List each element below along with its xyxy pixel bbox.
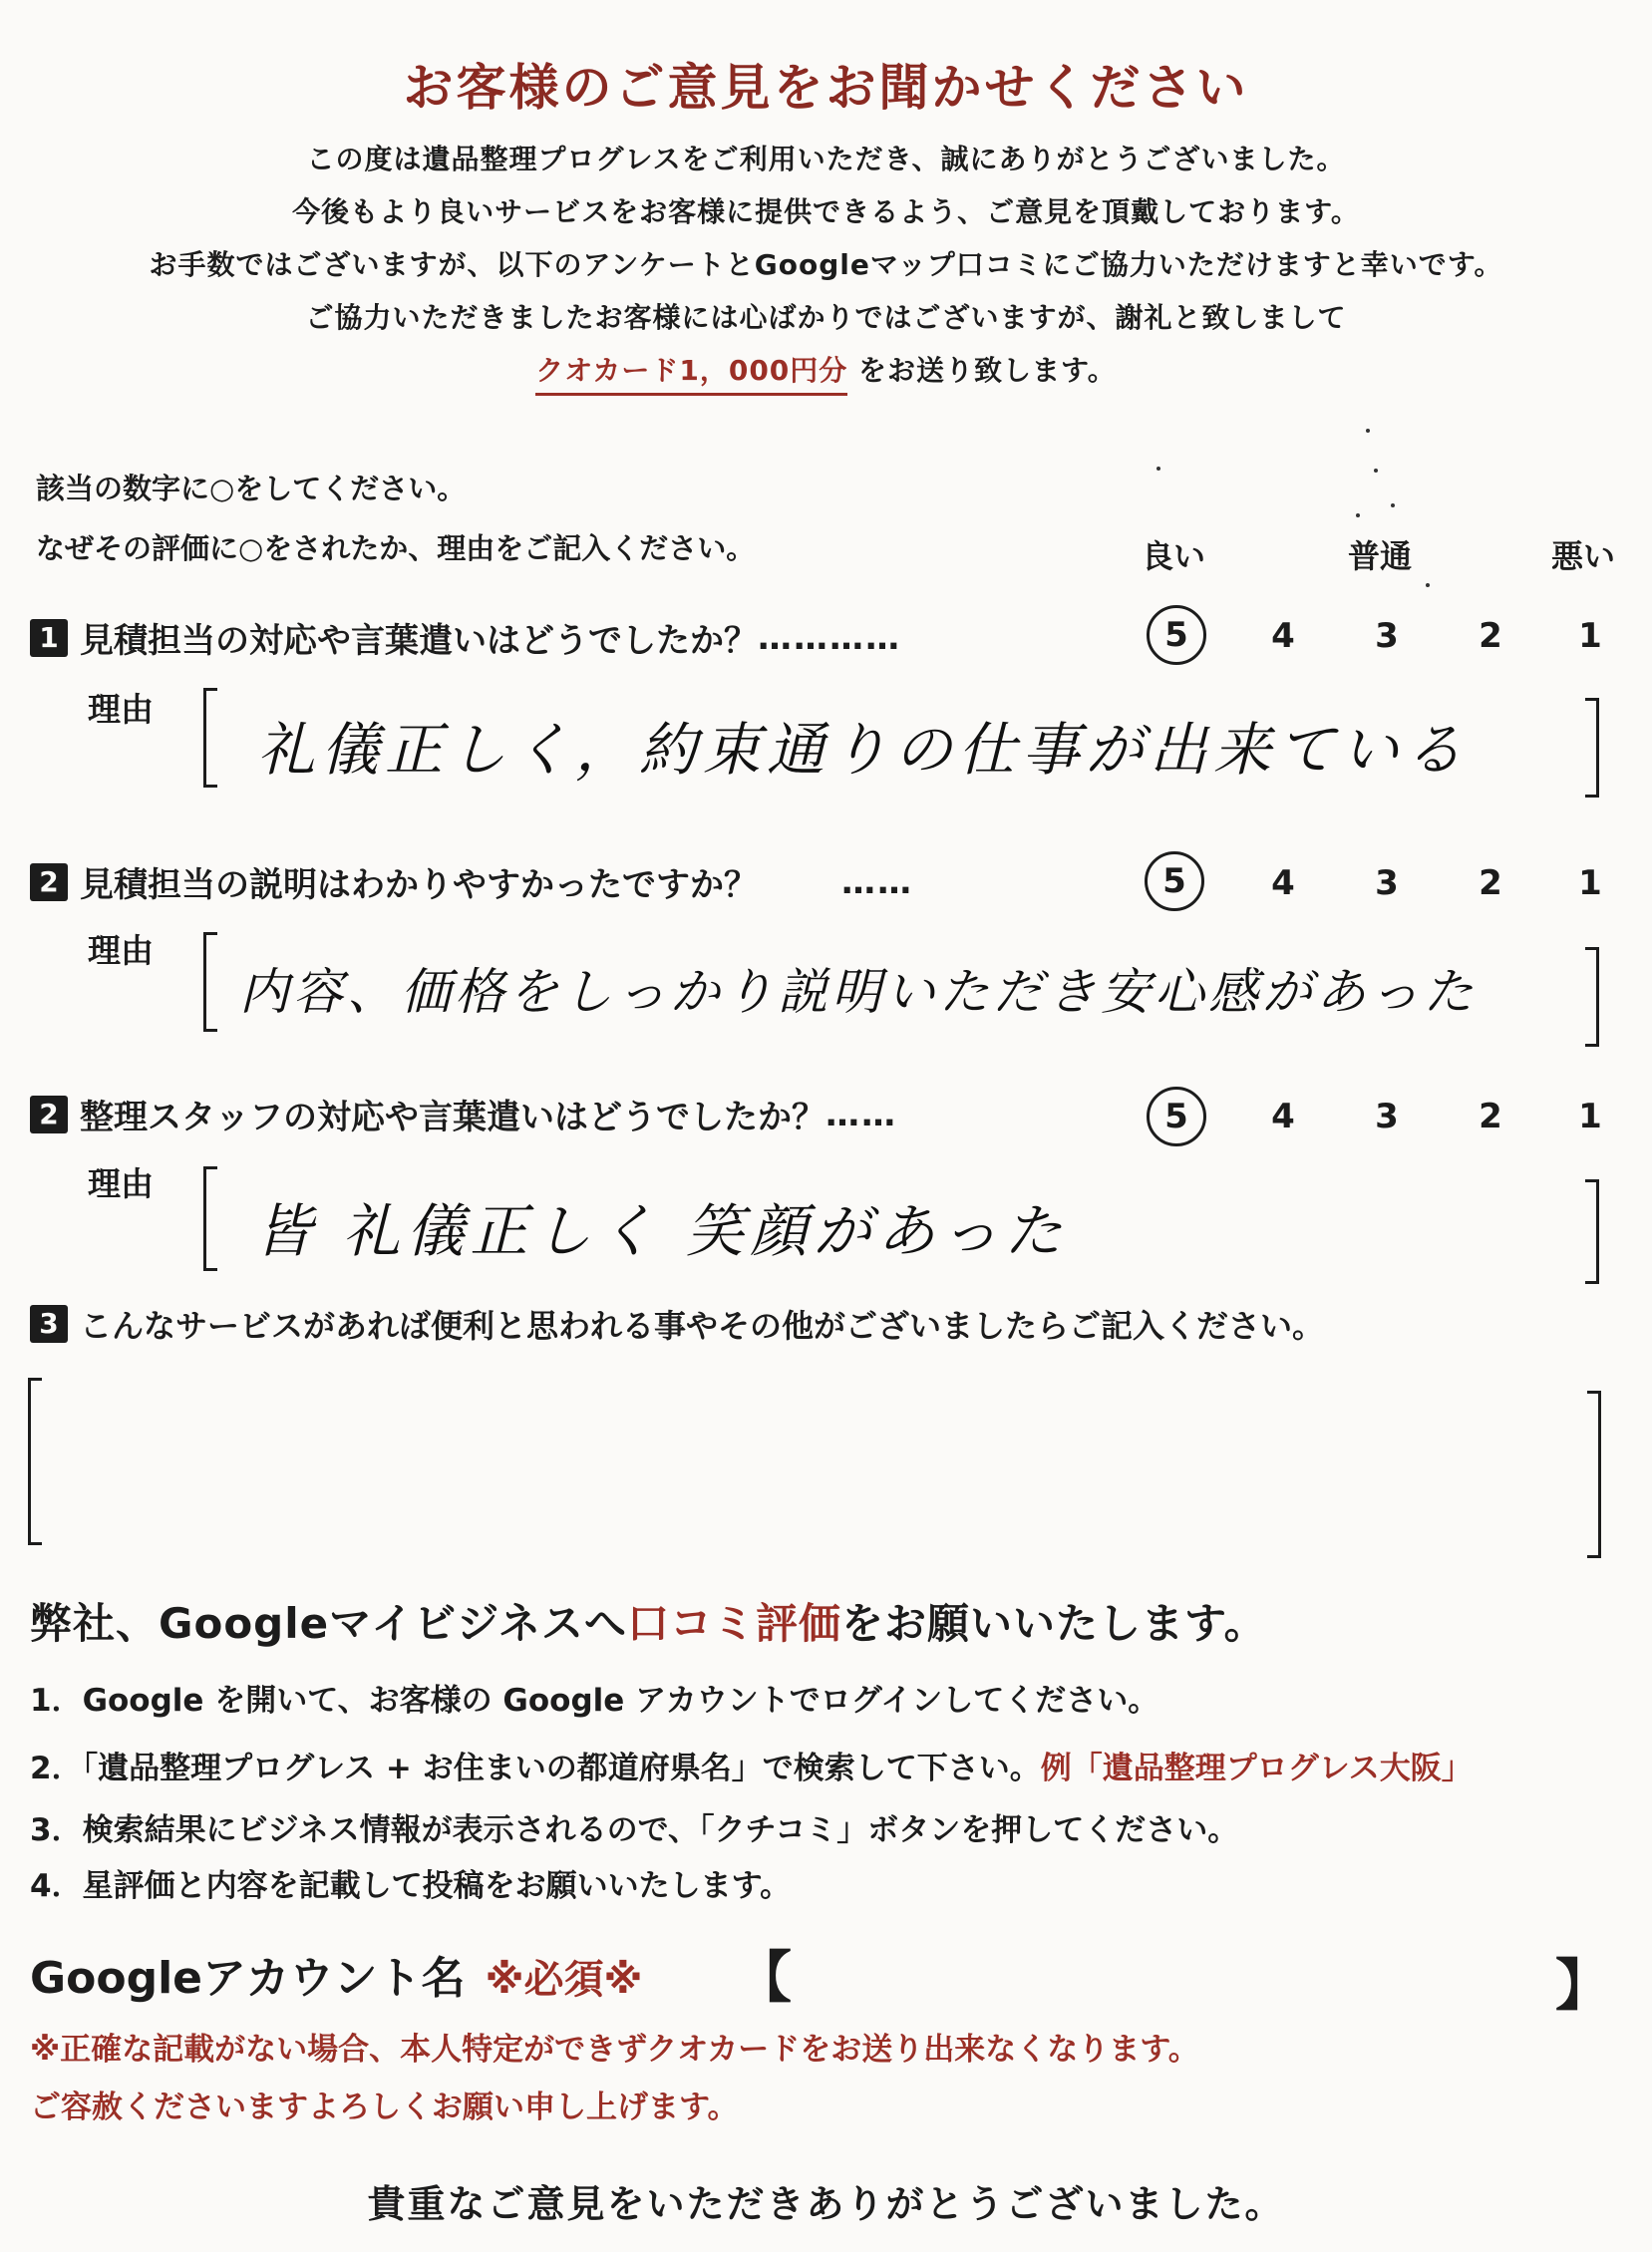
required-mark: ※必須※: [485, 1957, 643, 2003]
question-3-rating-3[interactable]: 3: [1375, 1097, 1399, 1136]
question-1-rating-1[interactable]: 1: [1578, 616, 1602, 656]
reason-bracket-close: [1585, 947, 1599, 1047]
google-step-3: 3．検索結果にビジネス情報が表示されるので、「クチコミ」ボタンを押してください。: [30, 1812, 1239, 1848]
account-label-row: [30, 1942, 642, 2006]
account-note-1: ※正確な記載がない場合、本人特定ができずクオカードをお送り出来なくなります。: [30, 2032, 1199, 2068]
instruction-reason: なぜその評価に○をされたか、理由をご記入ください。: [36, 531, 756, 565]
title-pre: 弊社、Googleマイビジネスへ: [30, 1599, 628, 1648]
google-step-2: [30, 1743, 1473, 1787]
account-note-2: ご容赦くださいますよろしくお願い申し上げます。: [30, 2090, 739, 2125]
reason-bracket-open: [203, 1166, 217, 1271]
account-bracket-open: 【: [736, 1946, 792, 2011]
paper-speck: [1356, 513, 1360, 517]
question-2-rating-5-selected[interactable]: 5: [1145, 851, 1204, 911]
page-title: お客様のご意見をお聞かせください: [403, 59, 1249, 117]
quo-card-line: [0, 349, 1652, 389]
closing-message: 貴重なご意見をいただきありがとうございました。: [367, 2182, 1285, 2226]
reason-label-3: 理由: [88, 1164, 154, 1203]
google-step-1: 1．Google を開いて、お客様の Google アカウントでログインしてください。: [30, 1683, 1159, 1719]
paper-speck: [1156, 467, 1160, 471]
question-text: 見積担当の説明はわかりやすかったですか？: [80, 865, 758, 905]
leader-dots: ……: [841, 861, 913, 902]
account-bracket-close: 】: [1555, 1954, 1611, 2019]
question-1-rating-4[interactable]: 4: [1271, 616, 1295, 656]
google-section-title: [30, 1591, 1267, 1651]
quo-card-rest: をお送り致します。: [858, 354, 1117, 387]
intro-line-4: ご協力いただきましたお客様には心ばかりではございますが、謝礼と致しまして: [305, 301, 1347, 334]
question-1-row: [30, 613, 901, 662]
paper-speck: [1366, 429, 1370, 433]
intro-line-3: お手数ではございますが、以下のアンケートとGoogleマップ口コミにご協力いただけますと幸いです。: [149, 248, 1503, 281]
question-1-rating-2[interactable]: 2: [1479, 616, 1502, 656]
question-2-rating-4[interactable]: 4: [1271, 863, 1295, 903]
reason-bracket-close: [1585, 1179, 1599, 1284]
question-number: 1: [30, 619, 68, 657]
free-comment-bracket-open: [28, 1378, 42, 1545]
step-2-example: 例「遺品整理プログレス大阪」: [1040, 1751, 1473, 1786]
instruction-circle: 該当の数字に○をしてください。: [36, 472, 467, 505]
leader-dots: …………: [758, 617, 901, 658]
leader-dots: ……: [826, 1094, 897, 1134]
question-3-rating-1[interactable]: 1: [1578, 1097, 1602, 1136]
paper-speck: [1426, 583, 1430, 587]
reason-bracket-close: [1585, 698, 1599, 798]
question-3-rating-4[interactable]: 4: [1271, 1097, 1295, 1136]
step-2-text: 2．「遺品整理プログレス + お住まいの都道府県名」で検索して下さい。: [30, 1751, 1041, 1786]
question-1-rating-5-selected[interactable]: 5: [1147, 605, 1206, 665]
question-3-rating-2[interactable]: 2: [1479, 1097, 1502, 1136]
reason-label-2: 理由: [88, 931, 154, 970]
scale-good: 良い: [1142, 537, 1206, 575]
answer-1-handwriting[interactable]: 礼儀正しく，約束通りの仕事が出来ている: [257, 716, 1469, 784]
intro-line-1: この度は遺品整理プログレスをご利用いただき、誠にありがとうございました。: [306, 143, 1346, 175]
paper-speck: [1374, 469, 1378, 473]
answer-3-handwriting[interactable]: 皆 礼儀正しく 笑顔があった: [254, 1197, 1069, 1265]
question-2-rating-1[interactable]: 1: [1578, 863, 1602, 903]
title-post: をお願いいたします。: [841, 1599, 1267, 1648]
account-name-field[interactable]: [798, 1944, 1555, 2004]
account-label: Googleアカウント名: [30, 1953, 466, 2004]
reason-bracket-open: [203, 932, 217, 1032]
answer-2-handwriting[interactable]: 内容、価格をしっかり説明いただき安心感があった: [239, 963, 1478, 1021]
scale-normal: 普通: [1348, 537, 1413, 575]
scale-bad: 悪い: [1551, 537, 1616, 575]
google-step-4: 4．星評価と内容を記載して投稿をお願いいたします。: [30, 1868, 792, 1904]
question-number: 2: [30, 863, 68, 901]
question-text: 整理スタッフの対応や言葉遣いはどうでしたか？: [80, 1098, 826, 1137]
title-highlight: 口コミ評価: [627, 1599, 842, 1648]
question-1-rating-3[interactable]: 3: [1375, 616, 1399, 656]
question-text: 見積担当の対応や言葉遣いはどうでしたか？: [80, 621, 758, 661]
intro-line-2: 今後もより良いサービスをお客様に提供できるよう、ご意見を頂戴しております。: [292, 195, 1360, 228]
question-3-rating-5-selected[interactable]: 5: [1147, 1087, 1206, 1146]
question-text: こんなサービスがあれば便利と思われる事やその他がございましたらご記入ください。: [80, 1307, 1325, 1345]
question-4-row: [30, 1301, 1324, 1347]
paper-speck: [1391, 503, 1395, 507]
reason-label-1: 理由: [88, 690, 154, 729]
free-comment-area[interactable]: [48, 1386, 1583, 1545]
free-comment-bracket-close: [1587, 1391, 1601, 1558]
question-3-row: [30, 1090, 897, 1138]
question-number: 3: [30, 1305, 68, 1343]
quo-card-highlight: クオカード1，000円分: [535, 354, 847, 396]
question-2-rating-3[interactable]: 3: [1375, 863, 1399, 903]
question-2-rating-2[interactable]: 2: [1479, 863, 1502, 903]
question-2-row: [30, 857, 913, 906]
question-number: 2: [30, 1096, 68, 1133]
reason-bracket-open: [203, 688, 217, 788]
